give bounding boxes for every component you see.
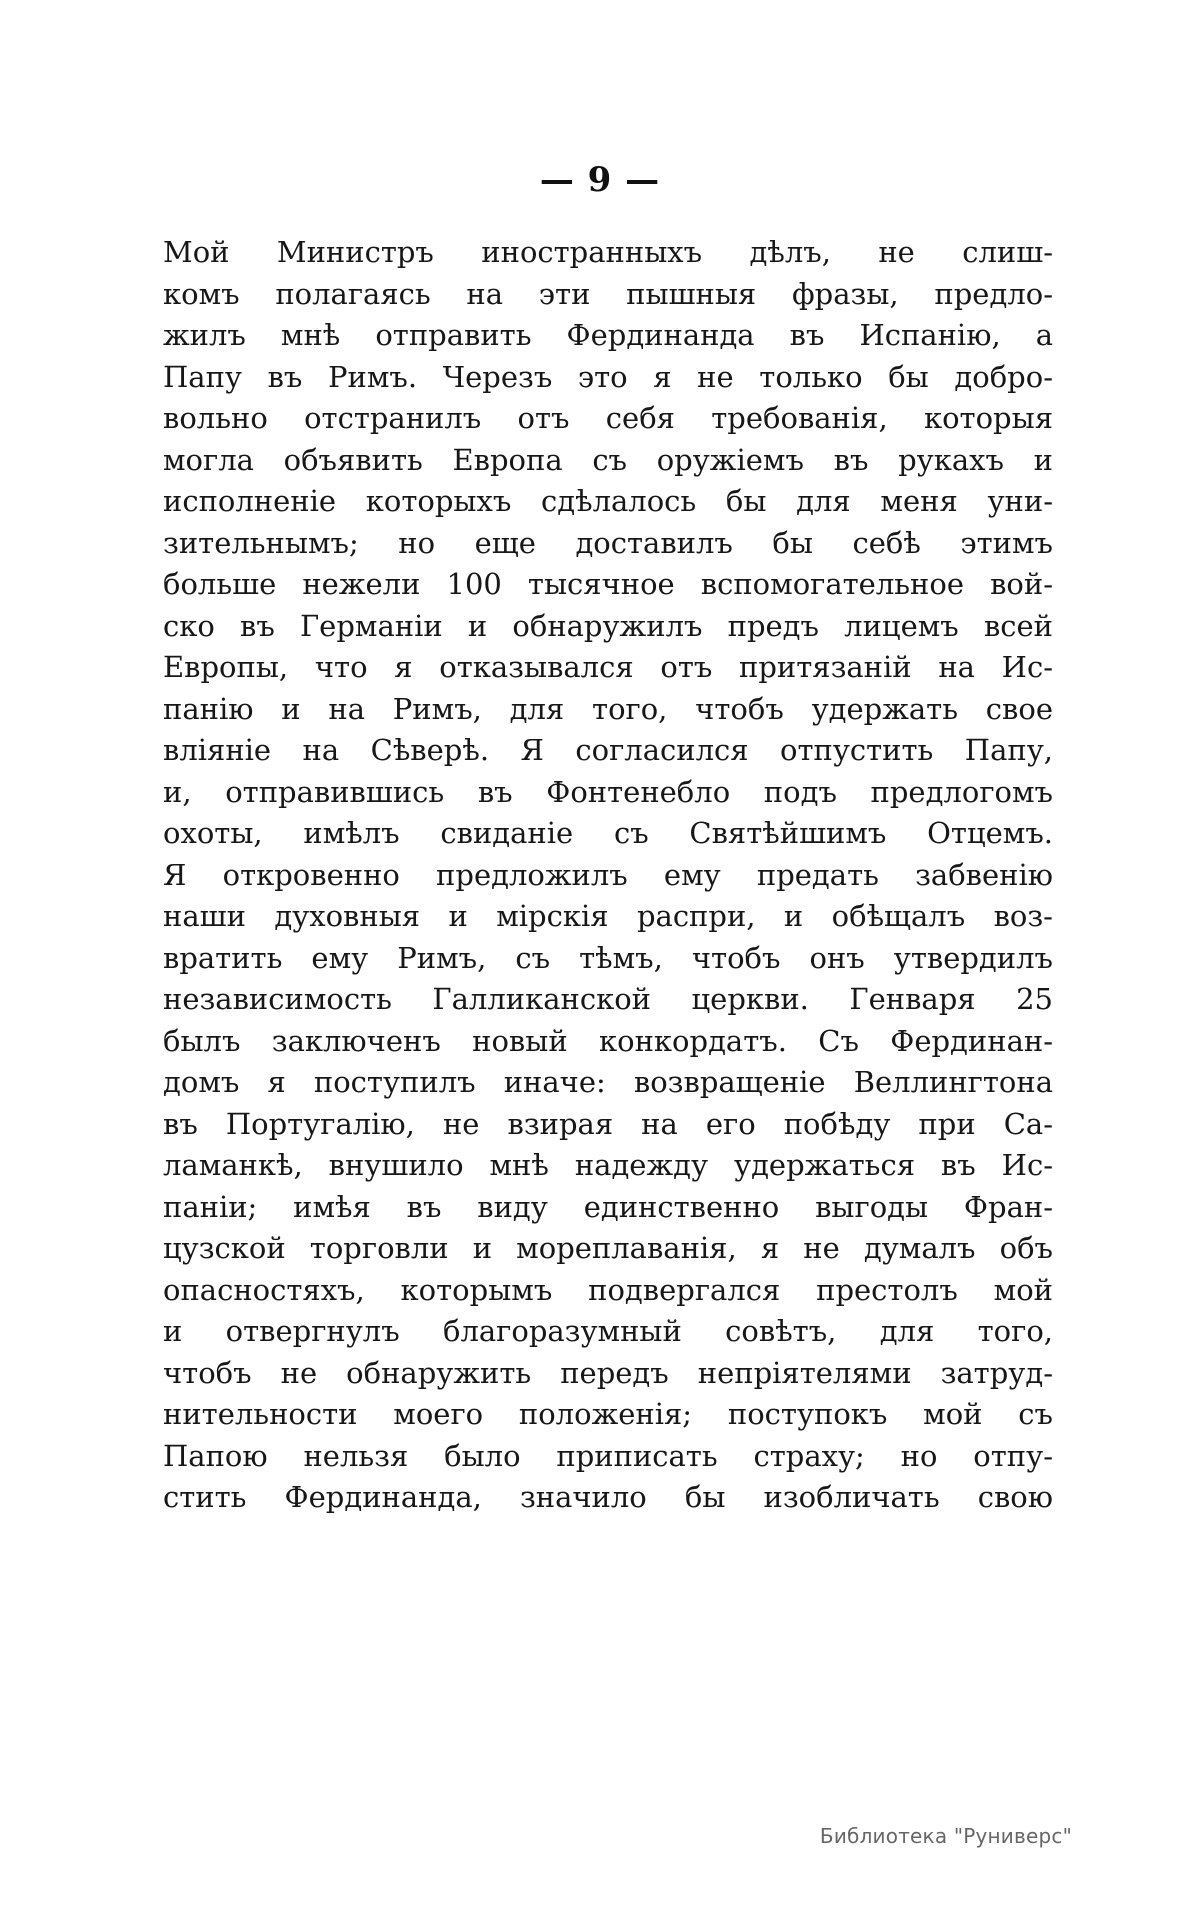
body-text xyxy=(163,232,1053,1519)
library-watermark: Библиотека "Руниверс" xyxy=(819,1824,1072,1848)
text-line: охоты, имѣлъ свиданіе съ Святѣйшимъ Отцемъ. xyxy=(163,816,1053,850)
text-line: Европы, что я отказывался отъ притязаній на Ис- xyxy=(163,650,1053,684)
text-line: панію и на Римъ, для того, чтобъ удержать свое xyxy=(163,691,1053,726)
text-line: Я откровенно предложилъ ему предать забвенію xyxy=(163,857,1053,892)
text-line: независимость Галликанской церкви. Генваря 25 xyxy=(163,982,1053,1016)
text-line: комъ полагаясь на эти пышныя фразы, предло- xyxy=(163,276,1053,311)
text-line: вратить ему Римъ, съ тѣмъ, чтобъ онъ утвердилъ xyxy=(163,940,1053,975)
text-line: и, отправившись въ Фонтенебло подъ предлогомъ xyxy=(163,774,1053,809)
text-line: зительнымъ; но еще доставилъ бы себѣ этимъ xyxy=(163,525,1053,560)
text-line: чтобъ не обнаружить передъ непріятелями затруд- xyxy=(163,1355,1053,1390)
text-line: Мой Министръ иностранныхъ дѣлъ, не слиш- xyxy=(163,235,1053,269)
text-line: опасностяхъ, которымъ подвергался престолъ мой xyxy=(163,1272,1053,1307)
text-line: домъ я поступилъ иначе: возвращеніе Веллингтона xyxy=(163,1065,1053,1099)
text-line: ско въ Германіи и обнаружилъ предъ лицемъ всей xyxy=(163,608,1053,643)
text-line: Папою нельзя было приписать страху; но отпу- xyxy=(163,1438,1053,1473)
text-line: наши духовныя и мірскія распри, и обѣщалъ воз- xyxy=(163,899,1053,933)
text-line: ламанкѣ, внушило мнѣ надежду удержаться въ Ис- xyxy=(163,1148,1053,1182)
text-line: и отвергнулъ благоразумный совѣтъ, для того, xyxy=(163,1314,1053,1348)
text-line: исполненіе которыхъ сдѣлалось бы для меня уни- xyxy=(163,484,1053,518)
text-line: былъ заключенъ новый конкордатъ. Съ Фердинан- xyxy=(163,1023,1053,1058)
page-number: — 9 — xyxy=(539,160,661,200)
text-line: цузской торговли и мореплаванія, я не думалъ объ xyxy=(163,1231,1053,1265)
text-line: въ Португалію, не взирая на его побѣду при Са- xyxy=(163,1106,1053,1141)
text-line: стить Фердинанда, значило бы изобличать свою xyxy=(163,1480,1053,1514)
text-line: Папу въ Римъ. Черезъ это я не только бы добро- xyxy=(163,359,1053,394)
text-line: паніи; имѣя въ виду единственно выгоды Фран- xyxy=(163,1189,1053,1224)
text-line: могла объявить Европа съ оружіемъ въ рукахъ и xyxy=(163,442,1053,477)
text-line: вліяніе на Сѣверѣ. Я согласился отпустить Папу, xyxy=(163,733,1053,767)
text-line: жилъ мнѣ отправить Фердинанда въ Испанію, а xyxy=(163,318,1053,352)
text-line: нительности моего положенія; поступокъ мой съ xyxy=(163,1397,1053,1431)
text-line: вольно отстранилъ отъ себя требованія, которыя xyxy=(163,401,1053,435)
text-line: больше нежели 100 тысячное вспомогательное вой- xyxy=(163,567,1053,601)
